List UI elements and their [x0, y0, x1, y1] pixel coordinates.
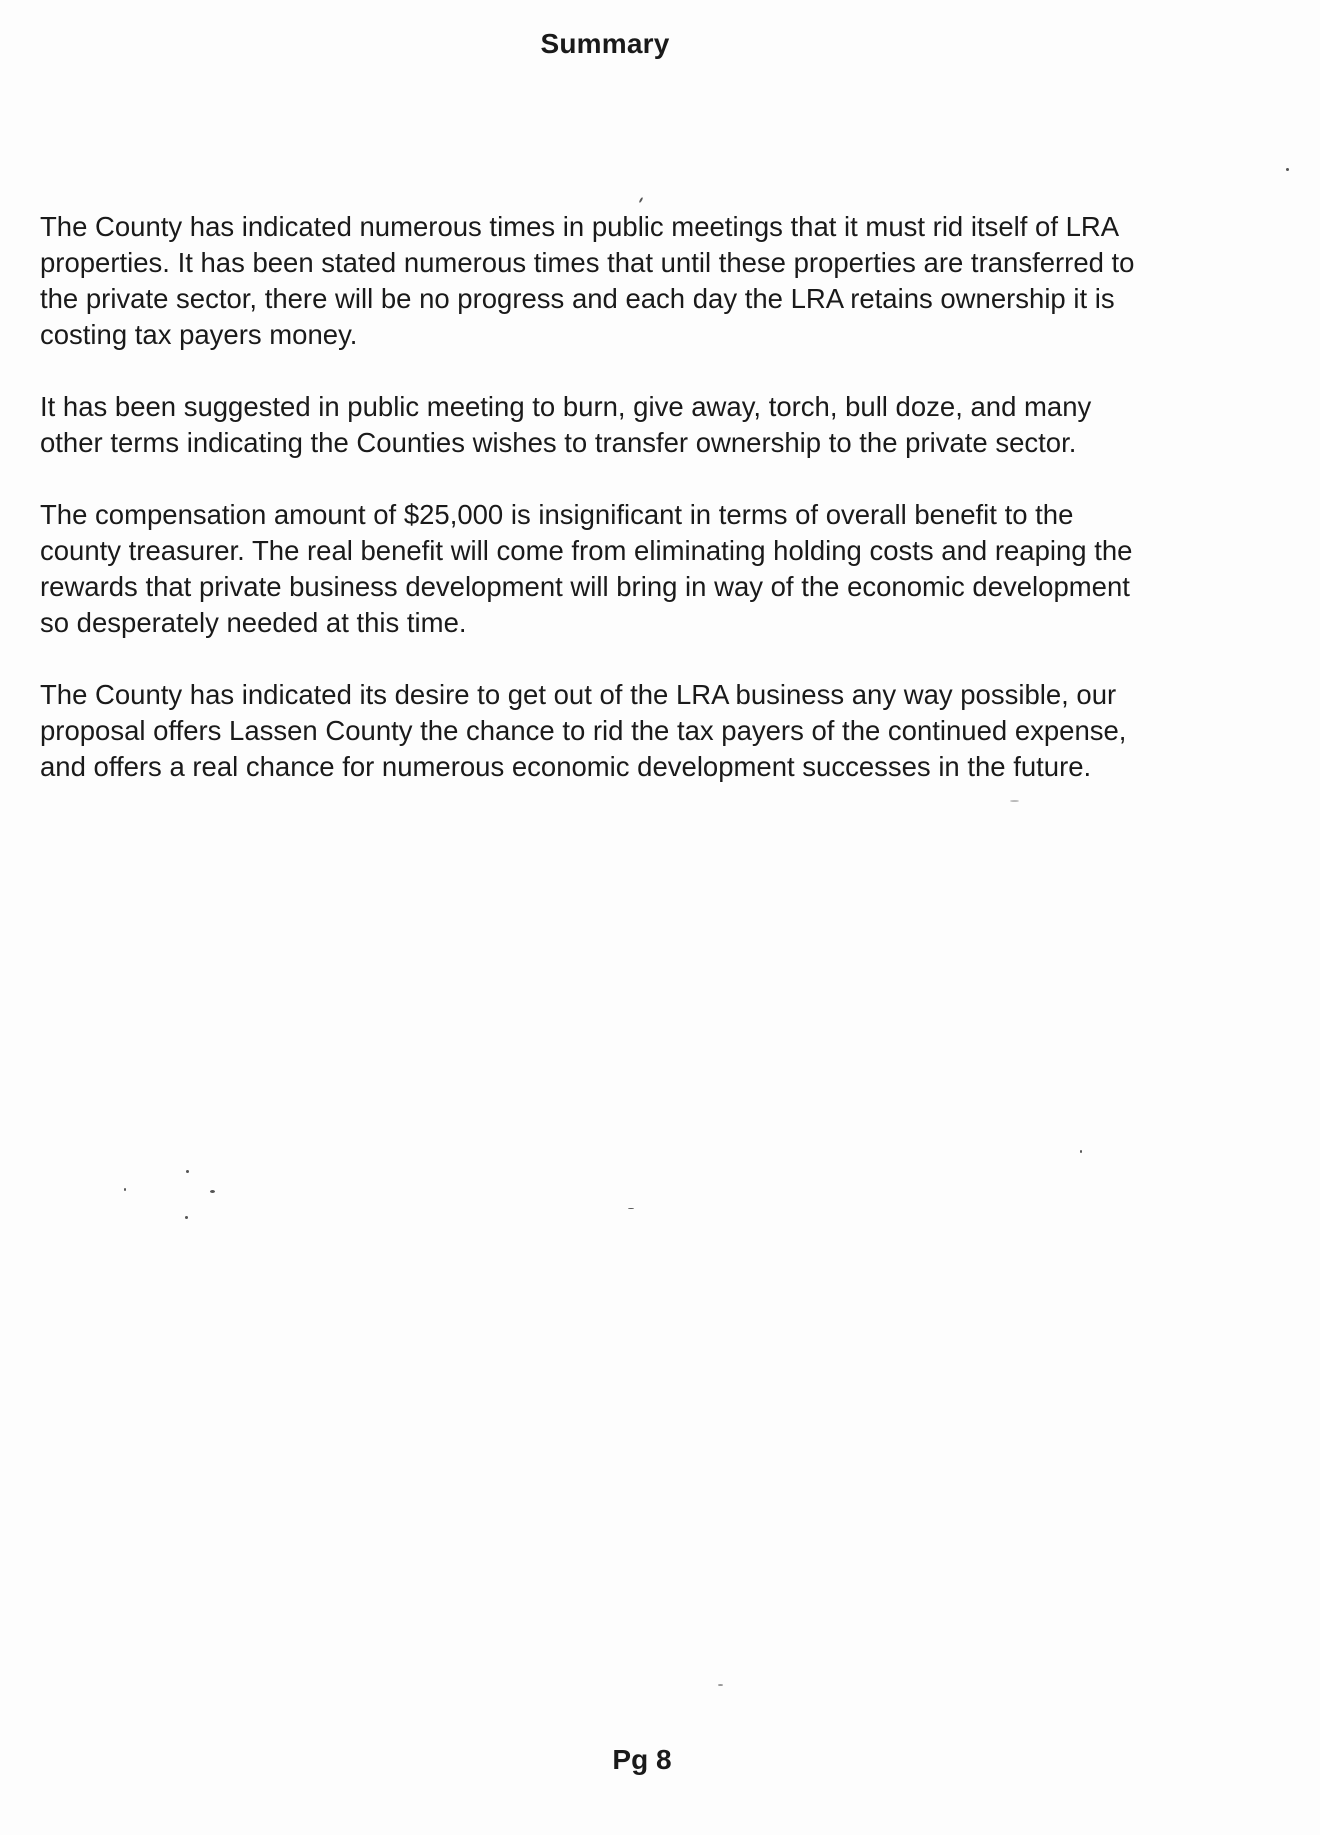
text-line: county treasurer. The real benefit will come from eliminating holding costs and reaping the: [40, 535, 1133, 566]
scan-speck: [628, 1208, 634, 1209]
scan-speck: [1080, 1150, 1082, 1153]
scan-speck: [718, 1684, 723, 1686]
scan-speck: [124, 1188, 126, 1191]
page-number: Pg 8: [612, 1744, 672, 1775]
paragraph-3: [40, 497, 1312, 641]
text-line: proposal offers Lassen County the chance to rid the tax payers of the continued expense,: [40, 715, 1127, 746]
text-line: The County has indicated numerous times in public meetings that it must rid itself of LRA: [40, 211, 1120, 242]
text-line: The compensation amount of $25,000 is insignificant in terms of overall benefit to the: [40, 499, 1074, 530]
scan-speck: [210, 1190, 215, 1193]
scan-speck: [639, 197, 644, 203]
scan-speck: [186, 1170, 189, 1173]
page-title: Summary: [540, 28, 670, 59]
text-line: the private sector, there will be no progress and each day the LRA retains ownership it is: [40, 283, 1115, 314]
text-line: costing tax payers money.: [40, 319, 358, 350]
text-line: other terms indicating the Counties wishes to transfer ownership to the private sector.: [40, 427, 1077, 458]
paragraph-2: [40, 389, 1312, 461]
text-line: properties. It has been stated numerous times that until these properties are transferred to: [40, 247, 1135, 278]
text-line: rewards that private business development will bring in way of the economic development: [40, 571, 1130, 602]
scan-speck: [1286, 168, 1289, 171]
scan-speck: [185, 1216, 188, 1219]
text-line: The County has indicated its desire to get out of the LRA business any way possible, our: [40, 679, 1117, 710]
scan-speck: [1010, 800, 1019, 802]
paragraph-4: [40, 677, 1312, 785]
text-line: and offers a real chance for numerous economic development successes in the future.: [40, 751, 1092, 782]
paragraph-1: [40, 209, 1312, 353]
text-line: It has been suggested in public meeting to burn, give away, torch, bull doze, and many: [40, 391, 1092, 422]
summary-body: [40, 209, 1312, 821]
text-line: so desperately needed at this time.: [40, 607, 467, 638]
